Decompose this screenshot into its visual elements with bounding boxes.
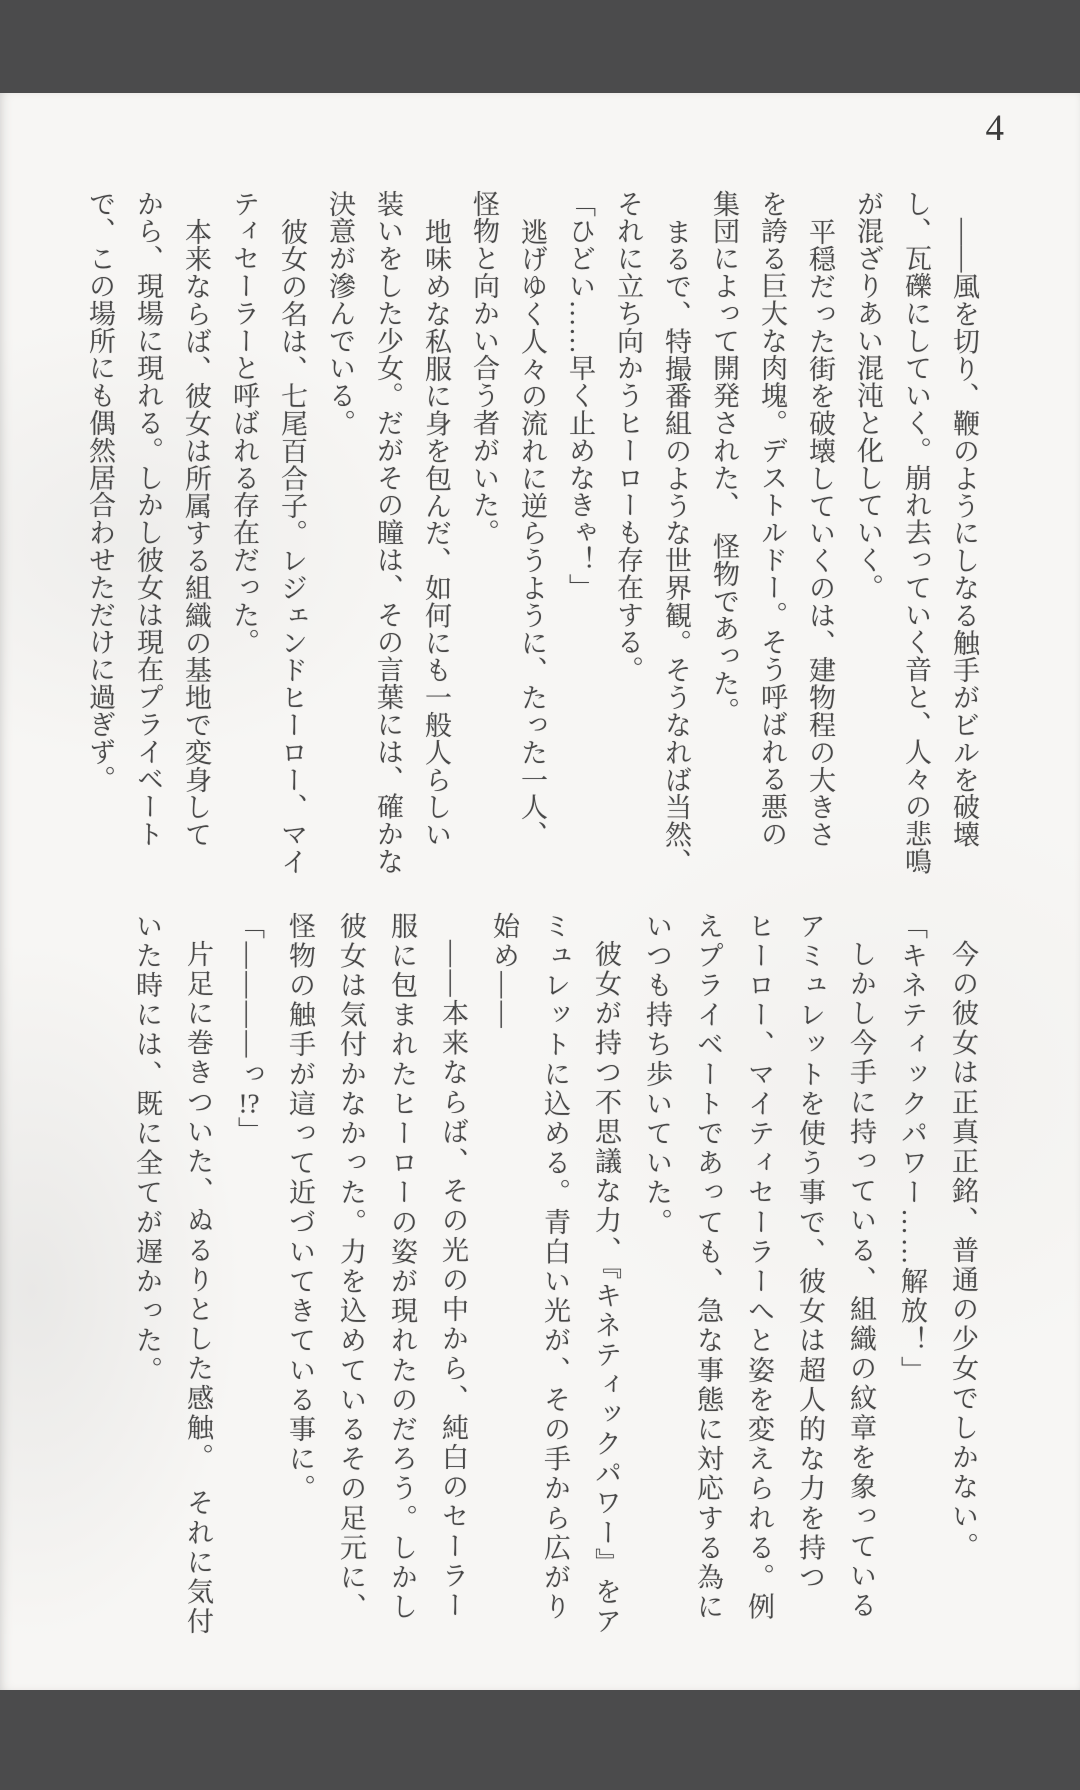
text-line: 始め―― xyxy=(489,912,519,1031)
text-line: いた時には、既に全てが遅かった。 xyxy=(132,912,162,1386)
text-block-top xyxy=(76,190,988,895)
text-block-bottom xyxy=(121,912,988,1672)
text-line: まるで、特撮番組のような世界観。そうなれば当然、 xyxy=(661,218,691,876)
text-line: を誇る巨大な肉塊。デストルドー。そう呼ばれる悪の xyxy=(757,190,787,848)
text-line: 集団によって開発された、 怪物であった。 xyxy=(709,190,739,725)
text-line: ヒーロー、マイティセーラーへと姿を変えられる。例 xyxy=(744,912,774,1623)
text-line: ティセーラーと呼ばれる存在だった。 xyxy=(229,190,259,656)
text-line: 平穏だった街を破壊していくのは、建物程の大きさ xyxy=(805,218,835,849)
dialogue-dash-segment: 「――――っ xyxy=(234,912,264,1090)
text-line: が混ざりあい混沌と化していく。 xyxy=(853,190,883,601)
text-line: いつも持ち歩いていた。 xyxy=(642,912,672,1238)
text-line: 服に包まれたヒーローの姿が現れたのだろう。しかし xyxy=(387,912,417,1623)
scan-border-top xyxy=(0,0,1080,93)
text-line xyxy=(223,912,274,1672)
tatechuyoko-exclamation: !? xyxy=(238,1089,260,1117)
text-line: 「ひどい……早く止めなきゃ！」 xyxy=(565,190,595,601)
text-line: 逃げゆく人々の流れに逆らうように、たった一人、 xyxy=(517,218,547,849)
text-line: 本来ならば、彼女は所属する組織の基地で変身して xyxy=(181,218,211,849)
book-page xyxy=(0,93,1080,1690)
closing-bracket: 」 xyxy=(234,1116,264,1147)
text-line: で、この場所にも偶然居合わせただけに過ぎず。 xyxy=(85,190,115,793)
text-line: 片足に巻きついた、ぬるりとした感触。 それに気付 xyxy=(183,940,213,1637)
text-line: 怪物と向かい合う者がいた。 xyxy=(469,190,499,547)
text-line: 怪物の触手が這って近づいてきている事に。 xyxy=(285,912,315,1504)
text-line: しかし今手に持っている、組織の紋章を象っている xyxy=(846,940,876,1621)
text-line: えプライベートであっても、急な事態に対応する為に xyxy=(693,912,723,1623)
text-line: から、現場に現れる。しかし彼女は現在プライベート xyxy=(133,190,163,848)
text-line: 「キネティックパワー……解放！」 xyxy=(897,912,927,1386)
page-number: 4 xyxy=(985,108,1004,149)
text-line: ――本来ならば、その光の中から、純白のセーラー xyxy=(438,940,468,1621)
text-line: 彼女は気付かなかった。力を込めているその足元に、 xyxy=(336,912,366,1623)
text-line: 地味めな私服に身を包んだ、如何にも一般人らしい xyxy=(421,218,451,849)
text-line: 装いをした少女。だがその瞳は、その言葉には、確かな xyxy=(373,190,403,875)
text-line: 彼女が持つ不思議な力、『キネティックパワー』をア xyxy=(591,940,621,1637)
text-line: 彼女の名は、七尾百合子。レジェンドヒーロー、マイ xyxy=(277,218,307,876)
text-line: 今の彼女は正真正銘、普通の少女でしかない。 xyxy=(948,940,978,1562)
text-line: ――風を切り、鞭のようにしなる触手がビルを破壊 xyxy=(949,218,979,849)
text-line: 決意が滲んでいる。 xyxy=(325,190,355,437)
text-line: それに立ち向かうヒーローも存在する。 xyxy=(613,190,643,684)
scan-border-bottom xyxy=(0,1690,1080,1790)
text-line: アミュレットを使う事で、彼女は超人的な力を持つ xyxy=(795,912,825,1593)
text-line: ミュレットに込める。青白い光が、その手から広がり xyxy=(540,912,570,1623)
text-line: し、瓦礫にしていく。崩れ去っていく音と、人々の悲鳴 xyxy=(901,190,931,875)
